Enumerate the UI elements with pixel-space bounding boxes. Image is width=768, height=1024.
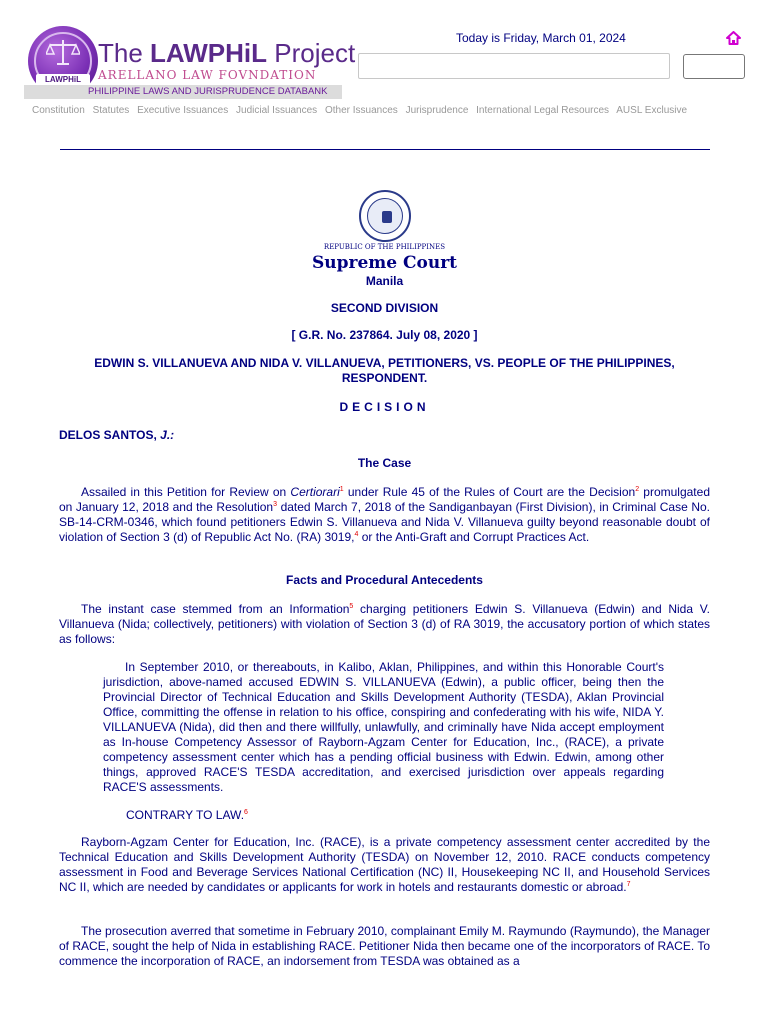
- nav-ausl-exclusive[interactable]: AUSL Exclusive: [616, 105, 688, 116]
- division-heading: SECOND DIVISION: [330, 301, 439, 315]
- contrary-to-law: CONTRARY TO LAW.$^6$: [126, 808, 248, 822]
- nav-executive-issuances[interactable]: Executive Issuances: [137, 105, 229, 116]
- information-quote: In September 2010, or thereabouts, in Kalibo, Aklan, Philippines, and within this Honorable Court's jurisdiction, above-named accused EDWIN S. VILLANUEVA (Edwin), a public officer, being then the Provincial Director of Technical Education and Skills Development Authority (TESDA), Aklan Provincial Office, committing the offense in relation to his office, conspiring and confederating with his wife, NIDA Y. VILLANUEVA (Nida), did then and there willfully, unlawfully, and criminally have Nida accept employment as In-house Competency Assessor of Rayborn-Agzam Center for Education, Inc., (RACE), a private competency assessment center which has a pending official business with Edwin. Edwin, among other things, approved RACE'S TESDA accreditation, and exercised jurisdiction over appeals regarding RACE'S assessments.: [103, 660, 664, 794]
- paragraph-2: The instant case stemmed from an Information$^5$ charging petitioners Edwin S. Villanueva (Edwin) and Nida V. Villanueva (Nida; collectively, petitioners) with violation of Section 3 (d) of RA 3019, the accusatory portion of which states as follows:: [59, 602, 710, 646]
- nav-international-legal-resources[interactable]: International Legal Resources: [476, 105, 610, 116]
- decision-heading: DECISION: [339, 400, 430, 414]
- facts-heading: Facts and Procedural Antecedents: [286, 573, 483, 587]
- search-input[interactable]: [358, 53, 670, 79]
- today-date: Today is Friday, March 01, 2024: [456, 31, 626, 45]
- nav-jurisprudence[interactable]: Jurisprudence: [405, 105, 469, 116]
- scales-icon: [46, 38, 80, 66]
- footnote-link[interactable]: 4: [354, 531, 359, 538]
- court-name: Supreme Court: [311, 253, 458, 273]
- foundation-name: ARELLANO LAW FOVNDATION: [98, 68, 317, 82]
- case-parties: EDWIN S. VILLANUEVA AND NIDA V. VILLANUEVA, PETITIONERS, VS. PEOPLE OF THE PHILIPPINES, RESPONDENT.: [94, 356, 675, 385]
- footnote-link[interactable]: 6: [244, 809, 248, 816]
- nav-judicial-issuances[interactable]: Judicial Issuances: [236, 105, 318, 116]
- footnote-link[interactable]: 1: [339, 486, 344, 493]
- paragraph-4: The prosecution averred that sometime in February 2010, complainant Emily M. Raymundo (Raymundo), the Manager of RACE, sought the help of Nida in establishing RACE. Petitioner Nida then became one of the incorporators of RACE. To commence the incorporation of RACE, an indorsement from TESDA was obtained as a: [59, 924, 710, 968]
- databank-label: PHILIPPINE LAWS AND JURISPRUDENCE DATABANK: [88, 86, 328, 97]
- footnote-link[interactable]: 2: [635, 486, 640, 493]
- gr-number: [ G.R. No. 237864. July 08, 2020 ]: [291, 328, 478, 342]
- header-divider: [60, 149, 710, 150]
- paragraph-1: Assailed in this Petition for Review on Certiorari$^1$ under Rule 45 of the Rules of Court are the Decision$^2$ promulgated on January 12, 2018 and the Resolution$^3$ dated March 7, 2018 of the Sandiganbayan (First Division), in Criminal Case No. SB-14-CRM-0346, which found petitioners Edwin S. Villanueva and Nida V. Villanueva guilty beyond reasonable doubt of violation of Section 3 (d) of Republic Act No. (RA) 3019,$^4$ or the Anti-Graft and Corrupt Practices Act.: [59, 485, 710, 544]
- republic-label: REPUBLIC OF THE PHILIPPINES: [323, 243, 446, 251]
- main-nav: [32, 105, 692, 116]
- case-heading: The Case: [357, 456, 412, 470]
- home-icon[interactable]: [726, 31, 741, 46]
- footnote-link[interactable]: 7: [626, 881, 631, 888]
- court-city: Manila: [365, 274, 404, 288]
- ponente: DELOS SANTOS, J.:: [59, 428, 175, 442]
- nav-statutes[interactable]: Statutes: [92, 105, 130, 116]
- site-header: [0, 0, 768, 125]
- site-title: The LAWPHiL Project: [98, 38, 356, 68]
- footnote-link[interactable]: 5: [349, 603, 354, 610]
- nav-other-issuances[interactable]: Other Issuances: [324, 105, 398, 116]
- logo-tag: LAWPHiL: [36, 74, 90, 86]
- supreme-court-seal-icon: [359, 190, 411, 242]
- footnote-link[interactable]: 3: [273, 501, 278, 508]
- search-button[interactable]: [683, 54, 745, 79]
- nav-constitution[interactable]: Constitution: [32, 105, 85, 116]
- databank-bar: [24, 85, 342, 99]
- paragraph-3: Rayborn-Agzam Center for Education, Inc. (RACE), is a private competency assessment center accredited by the Technical Education and Skills Development Authority (TESDA) on November 12, 2010. RACE conducts competency assessment in Food and Beverage Services National Certification (NC) II, Housekeeping NC II, and Household Services NC II, which are needed by candidates or applicants for work in hotels and restaurants domestic or abroad.$^7$: [59, 835, 710, 894]
